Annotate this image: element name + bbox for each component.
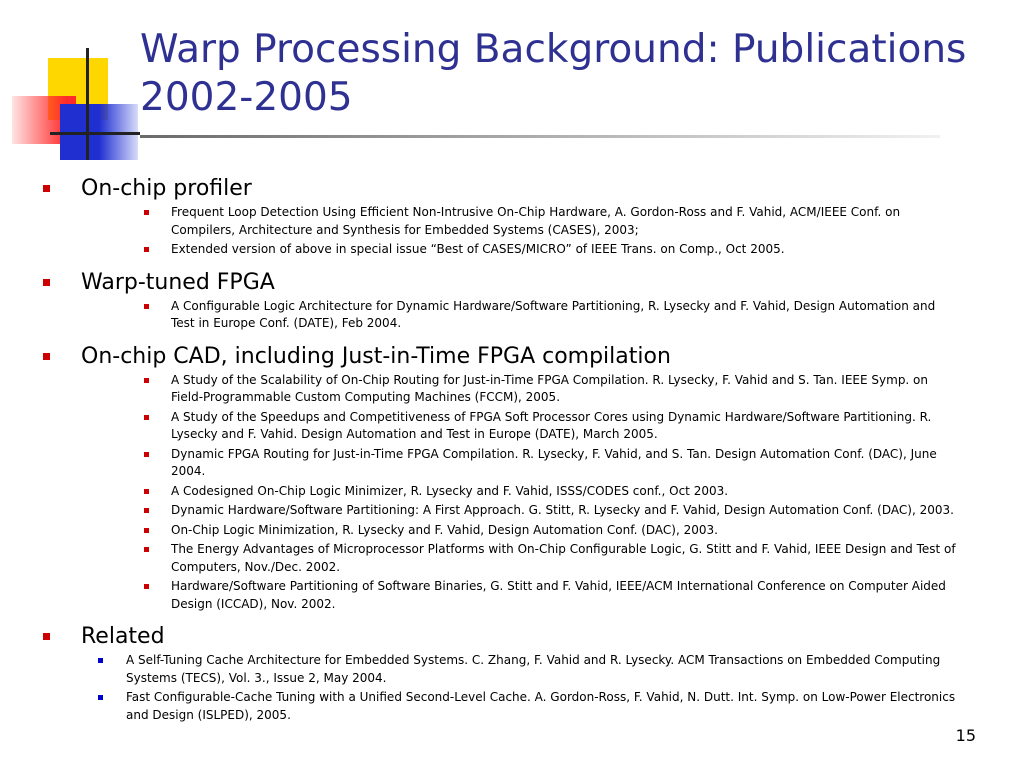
list-item: [0, 298, 956, 333]
bullet-icon: [144, 210, 149, 215]
logo-horizontal-line: [50, 132, 140, 135]
section-heading-text: On-chip CAD, including Just-in-Time FPGA compilation: [81, 343, 671, 369]
bullet-icon: [144, 304, 149, 309]
section-heading-on-chip-cad: [0, 342, 961, 372]
slide-content: [0, 170, 1024, 726]
list-item-text: A Codesigned On-Chip Logic Minimizer, R. Lysecky and F. Vahid, ISSS/CODES conf., Oct 2003.: [171, 483, 729, 498]
list-item-text: Fast Configurable-Cache Tuning with a Unified Second-Level Cache. A. Gordon-Ross, F. Vahid, N. Dutt. Int. Symp. on Low-Power Electronics and Design (ISLPED), 2005.: [126, 690, 956, 722]
bullet-icon: [144, 415, 149, 420]
list-item: [0, 541, 956, 576]
list-item-text: Dynamic FPGA Routing for Just-in-Time FPGA Compilation. R. Lysecky, F. Vahid, and S. Tan. Design Automation Conf. (DAC), June 2004.: [171, 446, 937, 478]
list-item: [0, 652, 956, 687]
list-item: [0, 409, 956, 444]
list-item-text: Dynamic Hardware/Software Partitioning: A First Approach. G. Stitt, R. Lysecky and F. Vahid, Design Automation Conf. (DAC), 2003.: [171, 503, 954, 517]
section-heading-warp-tuned-fpga: [0, 268, 961, 298]
list-item: [0, 689, 956, 724]
list-item-text: A Configurable Logic Architecture for Dynamic Hardware/Software Partitioning, R. Lysecky and F. Vahid, Design Automation and Test in Europe Conf. (DATE), Feb 2004.: [171, 298, 936, 330]
list-item: [0, 522, 956, 540]
bullet-icon: [144, 489, 149, 494]
list-item-text: Frequent Loop Detection Using Efficient Non-Intrusive On-Chip Hardware, A. Gordon-Ross and F. Vahid, ACM/IEEE Conf. on Compilers, Architecture and Synthesis for Embedded Systems (CASES), 2003;: [171, 205, 901, 237]
bullet-icon: [144, 508, 149, 513]
bullet-icon: [144, 528, 149, 533]
section-heading-text: Warp-tuned FPGA: [81, 269, 275, 295]
bullet-icon: [98, 658, 103, 663]
bullet-icon: [144, 247, 149, 252]
bullet-icon: [43, 633, 50, 640]
section-heading-text: On-chip profiler: [81, 176, 252, 201]
list-item-text: A Study of the Scalability of On-Chip Routing for Just-in-Time FPGA Compilation. R. Lysecky, F. Vahid and S. Tan. IEEE Symp. on Field-Programmable Custom Computing Machines (FCCM), 2005.: [171, 372, 929, 404]
slide-title: Warp Processing Background: Publications 2002-2005: [140, 27, 967, 120]
list-item-text: A Study of the Speedups and Competitiveness of FPGA Soft Processor Cores using Dynamic Hardware/Software Partitioning. R. Lysecky and F. Vahid. Design Automation and Test in Europe (DATE), March 2005.: [171, 409, 932, 441]
list-item: [0, 372, 956, 407]
section-heading-on-chip-profiler: [0, 174, 961, 204]
list-item-text: Extended version of above in special issue “Best of CASES/MICRO” of IEEE Trans. on Comp., Oct 2005.: [171, 242, 785, 256]
list-item-text: Hardware/Software Partitioning of Software Binaries, G. Stitt and F. Vahid, IEEE/ACM International Conference on Computer Aided Design (ICCAD), Nov. 2002.: [171, 579, 946, 611]
page-number: 15: [955, 726, 976, 745]
list-item: [0, 446, 956, 481]
decorative-logo: [0, 0, 150, 170]
bullet-icon: [43, 279, 50, 286]
section-heading-text: Related: [81, 624, 165, 649]
list-item-text: On-Chip Logic Minimization, R. Lysecky and F. Vahid, Design Automation Conf. (DAC), 2003.: [171, 522, 718, 537]
bullet-icon: [43, 353, 50, 360]
list-item-text: The Energy Advantages of Microprocessor Platforms with On-Chip Configurable Logic, G. Stitt and F. Vahid, IEEE Design and Test of Computers, Nov./Dec. 2002.: [171, 542, 956, 574]
list-item-text: A Self-Tuning Cache Architecture for Embedded Systems. C. Zhang, F. Vahid and R. Lysecky. ACM Transactions on Embedded Computing Systems (TECS), Vol. 3., Issue 2, May 2004.: [126, 653, 941, 685]
bullet-icon: [144, 452, 149, 457]
title-divider: [140, 135, 940, 138]
bullet-icon: [144, 584, 149, 589]
list-item: [0, 578, 956, 613]
bullet-icon: [43, 185, 50, 192]
list-item: [0, 502, 956, 520]
list-item: [0, 204, 956, 239]
bullet-icon: [98, 695, 103, 700]
list-item: [0, 241, 956, 259]
logo-vertical-line: [86, 48, 89, 160]
bullet-icon: [144, 378, 149, 383]
list-item: [0, 483, 956, 501]
section-heading-related: [0, 622, 961, 652]
bullet-icon: [144, 547, 149, 552]
